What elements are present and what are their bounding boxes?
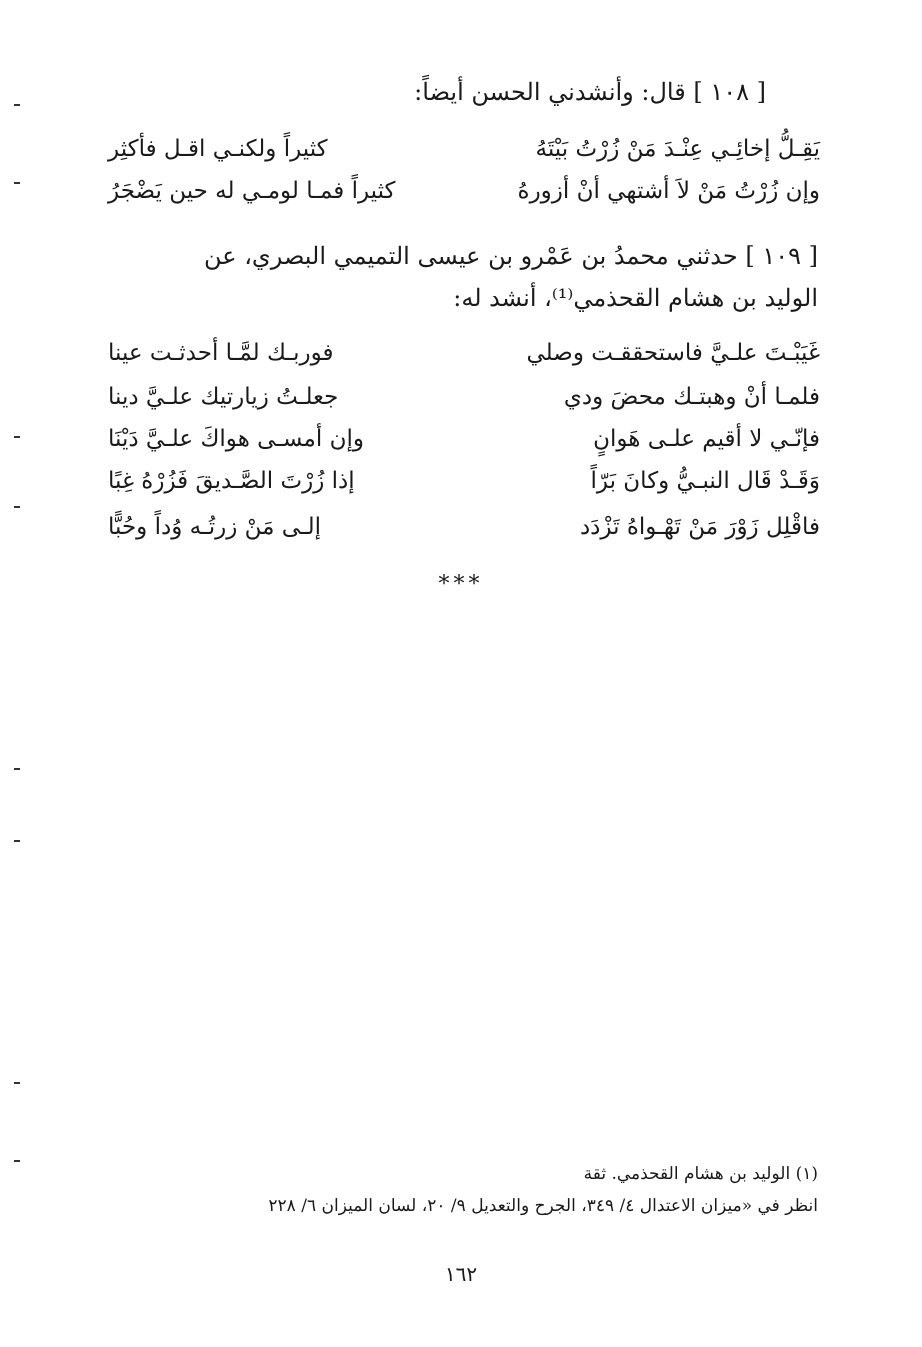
verse-first-hemistich: وإن زُرْتُ مَنْ لاَ أشتهي أنْ أزورهُ (517, 178, 820, 204)
verse-line (108, 172, 820, 210)
verse-first-hemistich: يَقِـلُّ إخائِـي عِنْـدَ مَنْ زُرْتُ بَيْتَهُ (535, 136, 820, 162)
verse-second-hemistich: فوربـك لمَّـا أحدثـت عينا (108, 340, 334, 366)
section-separator: *** (438, 572, 484, 597)
footnote-line-2: انظر في «ميزان الاعتدال ٤/ ٣٤٩، الجرح والتعديل ٩/ ٢٠، لسان الميزان ٦/ ٢٢٨ (268, 1196, 818, 1216)
verse-first-hemistich: فإنّـي لا أقيم علـى هَوانٍ (593, 426, 820, 452)
verse-second-hemistich: كثيراً فمـا لومـي له حين يَضْجَرُ (108, 178, 396, 204)
verse-second-hemistich: إلـى مَنْ زرتُـه وُداً وحُبًّا (108, 514, 322, 540)
margin-mark (14, 104, 20, 106)
verse-first-hemistich: وَقَـدْ قَال النبـيُّ وكانَ بَرّاً (590, 468, 820, 494)
margin-mark (14, 1082, 20, 1084)
section-109-line-2: الوليد بن هشام القحذمي⁽¹⁾، أنشد له: (453, 284, 818, 312)
verse-first-hemistich: فاقْلِل زَوْرَ مَنْ تَهْـواهُ تَزْدَد (579, 514, 820, 540)
verse-second-hemistich: كثيراً ولكنـي اقـل فأكثِر (108, 136, 328, 162)
page-number: ١٦٢ (444, 1262, 478, 1286)
verse-line (108, 508, 820, 546)
verse-line (108, 420, 820, 458)
margin-mark (14, 506, 20, 508)
verse-second-hemistich: وإن أمسـى هواكَ علـيَّ دَيْنَا (108, 426, 364, 452)
verse-line (108, 334, 820, 372)
verse-line (108, 462, 820, 500)
margin-mark (14, 436, 20, 438)
margin-mark (14, 768, 20, 770)
verse-second-hemistich: جعلـتُ زيارتيك علـيَّ دينا (108, 384, 339, 410)
margin-mark (14, 182, 20, 184)
margin-mark (14, 840, 20, 842)
footnote-line-1: (١) الوليد بن هشام القحذمي. ثقة (583, 1164, 818, 1184)
section-108-heading: [ ١٠٨ ] قال: وأنشدني الحسن أيضاً: (414, 78, 766, 106)
verse-second-hemistich: إذا زُرْتَ الصَّـديقَ فَزُرْهُ غِبًا (108, 468, 355, 494)
verse-first-hemistich: فلمـا أنْ وهبتـك محضَ ودي (563, 384, 820, 410)
verse-line (108, 378, 820, 416)
margin-mark (14, 1160, 20, 1162)
verse-first-hemistich: غَيَبْـتَ علـيَّ فاستحققـت وصلي (526, 340, 820, 366)
verse-line (108, 130, 820, 168)
section-109-line-1: [ ١٠٩ ] حدثني محمدُ بن عَمْرو بن عيسى التميمي البصري، عن (203, 242, 818, 270)
